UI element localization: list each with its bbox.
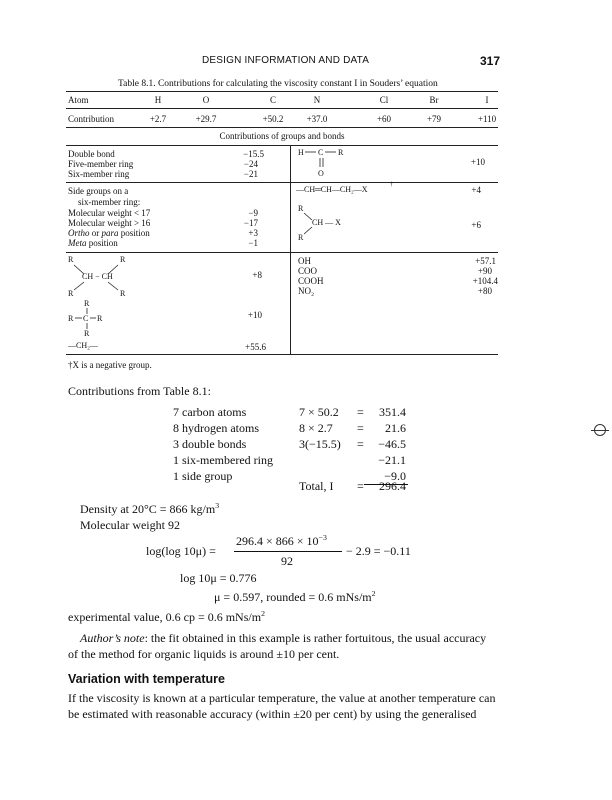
- contrib-value: −21.1: [378, 453, 406, 467]
- group-label: Double bond: [68, 149, 115, 159]
- group-value: +8: [252, 270, 262, 280]
- body-text: be estimated with reasonable accuracy (within ±20 per cent) by using the generalised: [68, 707, 477, 721]
- allyl-structure: [295, 182, 393, 194]
- atom-label: R: [68, 289, 74, 298]
- contrib-calc: 7 × 50.2: [299, 405, 339, 419]
- atom-label: O: [318, 169, 324, 178]
- table-divider: [290, 145, 291, 354]
- group-value: +6: [471, 220, 481, 230]
- atom-header: Br: [429, 95, 439, 105]
- group-label: Meta position: [68, 238, 118, 248]
- side-groups-subtitle: six-member ring:: [78, 197, 141, 207]
- functional-value: +90: [477, 266, 492, 276]
- atom-label: R: [97, 314, 103, 323]
- contrib-value: −9.0: [384, 469, 406, 483]
- equation-line2: log 10μ = 0.776: [180, 571, 257, 585]
- page-number: 317: [480, 54, 501, 68]
- group-value: −1: [248, 238, 258, 248]
- equation-line3: μ = 0.597, rounded = 0.6 mNs/$m^2$: [214, 589, 376, 604]
- fraction-bar: [234, 551, 342, 552]
- total-label: Total, I: [299, 479, 334, 493]
- contrib-item: 3 double bonds: [173, 437, 247, 451]
- group-label: Ortho or para position: [68, 228, 150, 238]
- group-value: +55.6: [245, 342, 266, 352]
- contrib-item: 7 carbon atoms: [173, 405, 247, 419]
- table-top-rule: [66, 91, 498, 92]
- group-value: +4: [471, 185, 481, 195]
- contrib-calc: 3(−15.5): [299, 437, 341, 451]
- contrib-item: 1 six-membered ring: [173, 453, 273, 467]
- atom-header: C: [269, 95, 276, 105]
- atom-label: R: [84, 329, 90, 338]
- tetrasubstituted-ethane-structure: [68, 255, 126, 298]
- atom-contribution: +110: [477, 114, 497, 124]
- molecular-weight: Molecular weight 92: [80, 518, 180, 532]
- table-bottom-rule: [66, 354, 498, 355]
- atom-label: R: [298, 204, 304, 213]
- atom-label: C: [83, 314, 89, 323]
- contrib-eq: =: [357, 405, 364, 419]
- atom-contribution: +79: [426, 114, 442, 124]
- crop-mark-icon: [594, 424, 606, 436]
- group-value: +3: [248, 228, 258, 238]
- group-value: −9: [248, 208, 258, 218]
- density-line: Density at 20°C = 866 $kg/m^3$: [80, 501, 220, 516]
- atom-header: N: [313, 95, 321, 105]
- atom-label: R: [68, 255, 74, 264]
- functional-group: COO: [298, 266, 318, 276]
- atom-label: R: [68, 314, 74, 323]
- atom-contribution: +29.7: [195, 114, 217, 124]
- contrib-value: 21.6: [385, 421, 406, 435]
- group-label: Five-member ring: [68, 159, 134, 169]
- atom-label: R: [338, 148, 344, 157]
- table-header-rule: [66, 108, 498, 109]
- functional-value: +57.1: [475, 256, 496, 266]
- group-value: −17: [243, 218, 258, 228]
- atom-header: H: [154, 95, 162, 105]
- atom-label: H: [298, 148, 304, 157]
- atom-contribution: +50.2: [262, 114, 284, 124]
- disubstituted-ch-structure: [298, 204, 341, 242]
- functional-value: +80: [477, 286, 492, 296]
- atom-label: C: [318, 148, 324, 157]
- group-value: +10: [247, 310, 262, 320]
- authors-note-cont: of the method for organic liquids is around ±10 per cent.: [68, 647, 340, 661]
- atom-header: I: [485, 95, 489, 105]
- atom-label: R: [120, 255, 126, 264]
- atom-header: Cl: [379, 95, 389, 105]
- quaternary-carbon-structure: [68, 299, 103, 338]
- equation-numerator: $296.4 \times 866 \times 10^{-3}$: [236, 533, 327, 548]
- aldehyde-structure: [298, 148, 344, 178]
- atom-contribution: +60: [376, 114, 392, 124]
- table-caption: Table 8.1. Contributions for calculating the viscosity constant I in Souders’ equation: [118, 79, 438, 89]
- total-value: 296.4: [379, 479, 406, 493]
- body-text: If the viscosity is known at a particular temperature, the value at another temperature can: [68, 691, 496, 705]
- atom-row-label: Atom: [68, 95, 89, 105]
- methylene-structure: —CH₂—: [68, 341, 98, 350]
- section-heading: Variation with temperature: [68, 672, 225, 686]
- groups-title: Contributions of groups and bonds: [219, 131, 345, 141]
- contrib-eq: =: [357, 437, 364, 451]
- group-value: −15.5: [243, 149, 264, 159]
- atom-header: O: [202, 95, 210, 105]
- group-value: −24: [243, 159, 258, 169]
- contrib-item: 8 hydrogen atoms: [173, 421, 259, 435]
- equation-denominator: 92: [281, 554, 293, 568]
- functional-group: OH: [298, 256, 311, 266]
- group-label: Six-member ring: [68, 169, 130, 179]
- experimental-value: experimental value, 0.6 cp = 0.6 mNs/$m^2$: [68, 609, 265, 624]
- group-label: Molecular weight < 17: [68, 208, 151, 218]
- table-rule: [66, 145, 498, 146]
- contrib-item: 1 side group: [173, 469, 233, 483]
- atom-label: R: [120, 289, 126, 298]
- equation-rhs: − 2.9 = −0.11: [346, 544, 411, 558]
- atom-label: CH — X: [312, 218, 341, 227]
- structure-diagrams-left: [62, 252, 172, 352]
- contrib-intro: Contributions from Table 8.1:: [68, 384, 211, 398]
- group-value: −21: [243, 169, 258, 179]
- total-eq: =: [357, 479, 364, 493]
- atom-contribution: +37.0: [306, 114, 328, 124]
- functional-group: COOH: [298, 276, 324, 286]
- authors-note: Author’s note: the fit obtained in this example is rather fortuitous, the usual accuracy: [80, 631, 487, 645]
- running-title: DESIGN INFORMATION AND DATA: [202, 55, 370, 66]
- group-label: Molecular weight > 16: [68, 218, 151, 228]
- contribution-row-label: Contribution: [68, 114, 115, 124]
- footnote-marker: †: [390, 182, 393, 188]
- atom-label: CH − CH: [82, 272, 113, 281]
- table-rule: [66, 127, 498, 128]
- atom-label: —CH═CH—CH₂—X: [296, 185, 368, 194]
- structure-diagrams-right: [292, 145, 432, 250]
- atom-label: R: [84, 299, 90, 308]
- functional-value: +104.4: [472, 276, 498, 286]
- atom-label: R: [298, 233, 304, 242]
- functional-group: NO₂: [298, 286, 315, 296]
- side-groups-title: Side groups on a: [68, 186, 129, 196]
- contrib-value: −46.5: [378, 437, 406, 451]
- group-value: +10: [470, 157, 485, 167]
- atom-contribution: +2.7: [149, 114, 167, 124]
- table-rule: [66, 182, 498, 183]
- contrib-value: 351.4: [379, 405, 406, 419]
- contrib-calc: 8 × 2.7: [299, 421, 333, 435]
- equation-lhs: log(log 10μ) =: [146, 544, 216, 558]
- contrib-eq: =: [357, 421, 364, 435]
- table-footnote: †X is a negative group.: [68, 360, 152, 370]
